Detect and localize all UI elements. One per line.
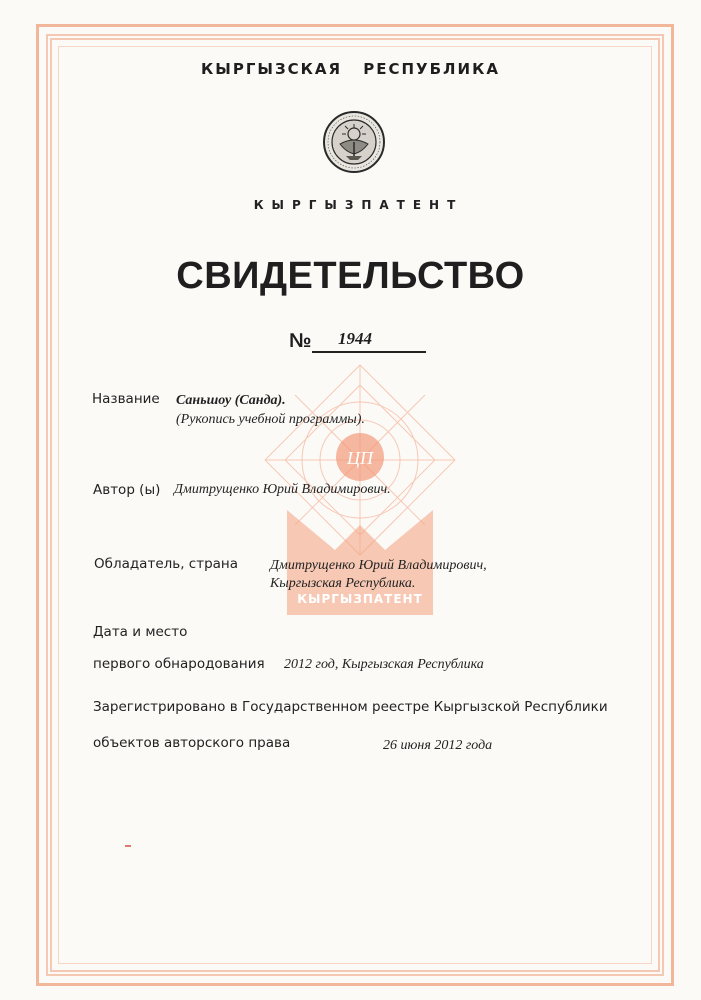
certificate-title: СВИДЕТЕЛЬСТВО [176,255,525,297]
title-value-line1: Саньшоу (Санда). [176,393,286,408]
registry-statement-line2: объектов авторского права [93,735,291,751]
title-label: Название [92,391,160,407]
watermark-monogram: ЦП [347,448,373,468]
ink-mark [125,845,131,847]
certificate-number: 1944 [312,329,426,353]
holder-value-line2: Кыргызская Республика. [270,576,416,591]
publication-label-line1: Дата и место [93,624,188,640]
author-label: Автор (ы) [93,482,161,498]
title-value-line2: (Рукопись учебной программы). [176,412,365,427]
holder-value-line1: Дмитрущенко Юрий Владимирович, [270,558,487,573]
holder-label: Обладатель, страна [94,556,239,572]
state-emblem-icon [322,110,386,174]
number-label: № [289,330,312,352]
publication-value: 2012 год, Кыргызская Республика [284,657,484,672]
republic-heading: КЫРГЫЗСКАЯ РЕСПУБЛИКА [201,60,500,78]
watermark-text: КЫРГЫЗПАТЕНТ [297,592,423,606]
author-value: Дмитрущенко Юрий Владимирович. [174,482,391,497]
registry-statement: Зарегистрировано в Государственном реестре Кыргызской Республики [93,699,608,715]
office-heading: КЫРГЫЗПАТЕНТ [253,198,464,212]
publication-label-line2: первого обнародования [93,656,265,672]
registration-date: 26 июня 2012 года [383,738,493,753]
